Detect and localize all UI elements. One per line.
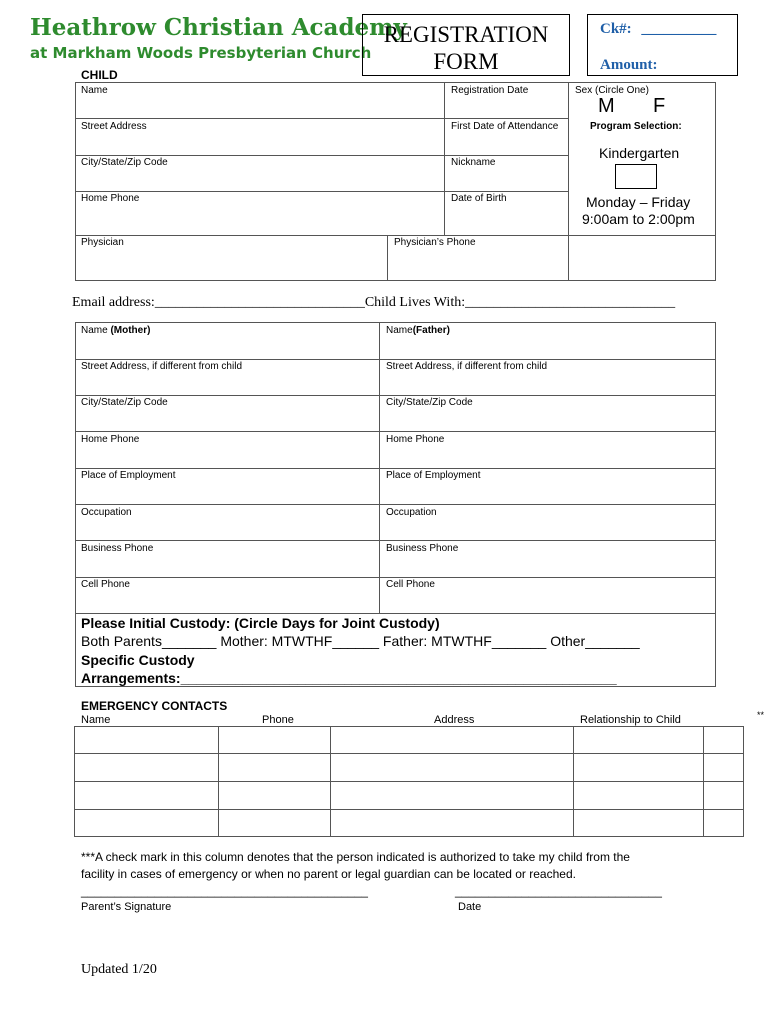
father-business-phone-field[interactable]: Business Phone bbox=[386, 543, 459, 554]
form-title-line2: FORM bbox=[433, 49, 499, 74]
child-name-field[interactable]: Name bbox=[81, 85, 108, 96]
parents-table-rule bbox=[75, 359, 716, 360]
amount-label: Amount: bbox=[600, 57, 658, 73]
father-name-bold: (Father) bbox=[412, 325, 450, 336]
email-line bbox=[72, 295, 675, 311]
custody-arrangements-row[interactable] bbox=[81, 670, 617, 686]
mother-street-field[interactable]: Street Address, if different from child bbox=[81, 361, 243, 372]
date-field[interactable]: _______________________________ bbox=[455, 884, 662, 898]
physician-phone-field[interactable]: Physician’s Phone bbox=[394, 237, 476, 248]
custody-title: Please Initial Custody: (Circle Days for Joint Custody) bbox=[81, 615, 440, 631]
child-table-rule bbox=[75, 118, 568, 119]
child-table-rule bbox=[75, 235, 716, 236]
sex-option-m[interactable]: M bbox=[598, 95, 615, 117]
parents-table-rule bbox=[75, 431, 716, 432]
lives-with-field[interactable]: ______________________________ bbox=[465, 295, 676, 310]
parents-table-rule bbox=[75, 540, 716, 541]
nickname-field[interactable]: Nickname bbox=[451, 157, 496, 168]
custody-arrangements-label: Arrangements: bbox=[81, 670, 181, 686]
physician-field[interactable]: Physician bbox=[81, 237, 124, 248]
emergency-col-phone: Phone bbox=[262, 714, 294, 726]
father-name-prefix: Name bbox=[386, 325, 413, 336]
date-label: Date bbox=[458, 901, 482, 913]
check-number-label: Ck#: bbox=[600, 21, 632, 37]
mother-name-prefix: Name bbox=[81, 325, 111, 336]
parents-table-rule bbox=[75, 577, 716, 578]
father-name-field[interactable] bbox=[386, 325, 450, 336]
father-cell-phone-field[interactable]: Cell Phone bbox=[386, 579, 435, 590]
parents-table-rule bbox=[75, 613, 716, 614]
father-employment-field[interactable]: Place of Employment bbox=[386, 470, 481, 481]
lives-with-label: Child Lives With: bbox=[364, 295, 466, 310]
mother-occupation-field[interactable]: Occupation bbox=[81, 507, 132, 518]
emergency-table-rule bbox=[74, 809, 744, 810]
first-date-attendance-field[interactable]: First Date of Attendance bbox=[451, 121, 559, 132]
mother-home-phone-field[interactable]: Home Phone bbox=[81, 434, 140, 445]
school-name: Heathrow Christian Academy bbox=[30, 14, 407, 41]
updated-note: Updated 1/20 bbox=[81, 962, 157, 977]
emergency-col-address: Address bbox=[434, 714, 475, 726]
sex-option-f[interactable]: F bbox=[653, 95, 666, 117]
emergency-col-name: Name bbox=[81, 714, 111, 726]
signature-field[interactable]: ___________________________________________ bbox=[81, 884, 368, 898]
program-selection-label: Program Selection: bbox=[590, 121, 682, 132]
parents-table-rule bbox=[75, 468, 716, 469]
check-number-field[interactable]: __________ bbox=[641, 21, 717, 37]
child-table-rule bbox=[75, 155, 568, 156]
email-field[interactable]: ______________________________ bbox=[154, 295, 365, 310]
date-of-birth-field[interactable]: Date of Birth bbox=[451, 193, 507, 204]
schedule-days: Monday – Friday bbox=[586, 194, 691, 210]
church-name: at Markham Woods Presbyterian Church bbox=[30, 44, 372, 62]
father-city-field[interactable]: City/State/Zip Code bbox=[386, 397, 473, 408]
check-number-row bbox=[600, 21, 716, 38]
emergency-table-rule bbox=[74, 781, 744, 782]
sex-label: Sex (Circle One) bbox=[575, 85, 649, 96]
mother-name-field[interactable] bbox=[81, 325, 150, 336]
office-use-box bbox=[587, 14, 738, 76]
form-title-line1: REGISTRATION bbox=[383, 22, 549, 47]
authorization-note-line1: ***A check mark in this column denotes that the person indicated is authorized to take my child from the bbox=[81, 850, 630, 864]
program-name: Kindergarten bbox=[599, 145, 680, 161]
registration-date-field[interactable]: Registration Date bbox=[451, 85, 529, 96]
child-city-state-zip-field[interactable]: City/State/Zip Code bbox=[81, 157, 168, 168]
custody-options[interactable]: Both Parents_______ Mother: MTWTHF______ Father: MTWTHF_______ Other_______ bbox=[81, 633, 640, 649]
father-home-phone-field[interactable]: Home Phone bbox=[386, 434, 445, 445]
emergency-col-relationship: Relationship to Child bbox=[580, 714, 681, 726]
program-checkbox[interactable] bbox=[615, 164, 657, 189]
parents-table-rule bbox=[75, 395, 716, 396]
child-table-divider bbox=[444, 82, 445, 235]
emergency-title: EMERGENCY CONTACTS bbox=[81, 699, 228, 713]
form-title-box bbox=[362, 14, 570, 76]
specific-custody-label: Specific Custody bbox=[81, 652, 195, 668]
mother-name-bold: (Mother) bbox=[110, 325, 151, 336]
mother-business-phone-field[interactable]: Business Phone bbox=[81, 543, 154, 554]
child-table-divider bbox=[568, 82, 569, 281]
child-street-address-field[interactable]: Street Address bbox=[81, 121, 147, 132]
child-table-divider bbox=[387, 235, 388, 281]
child-home-phone-field[interactable]: Home Phone bbox=[81, 193, 140, 204]
mother-employment-field[interactable]: Place of Employment bbox=[81, 470, 176, 481]
custody-arrangements-field[interactable]: ________________________________________________________ bbox=[180, 670, 617, 686]
emergency-col-mark: ** bbox=[757, 710, 765, 720]
emergency-table-rule bbox=[74, 753, 744, 754]
father-occupation-field[interactable]: Occupation bbox=[386, 507, 437, 518]
parents-table-rule bbox=[75, 504, 716, 505]
father-street-field[interactable]: Street Address, if different from child bbox=[386, 361, 548, 372]
authorization-note-line2: facility in cases of emergency or when no parent or legal guardian can be located or reached. bbox=[81, 867, 576, 881]
schedule-hours: 9:00am to 2:00pm bbox=[582, 211, 695, 227]
signature-label: Parent’s Signature bbox=[81, 901, 172, 913]
mother-city-field[interactable]: City/State/Zip Code bbox=[81, 397, 168, 408]
child-section-label: CHILD bbox=[81, 68, 118, 82]
email-label: Email address: bbox=[72, 295, 155, 310]
mother-cell-phone-field[interactable]: Cell Phone bbox=[81, 579, 130, 590]
child-table-rule bbox=[75, 191, 568, 192]
